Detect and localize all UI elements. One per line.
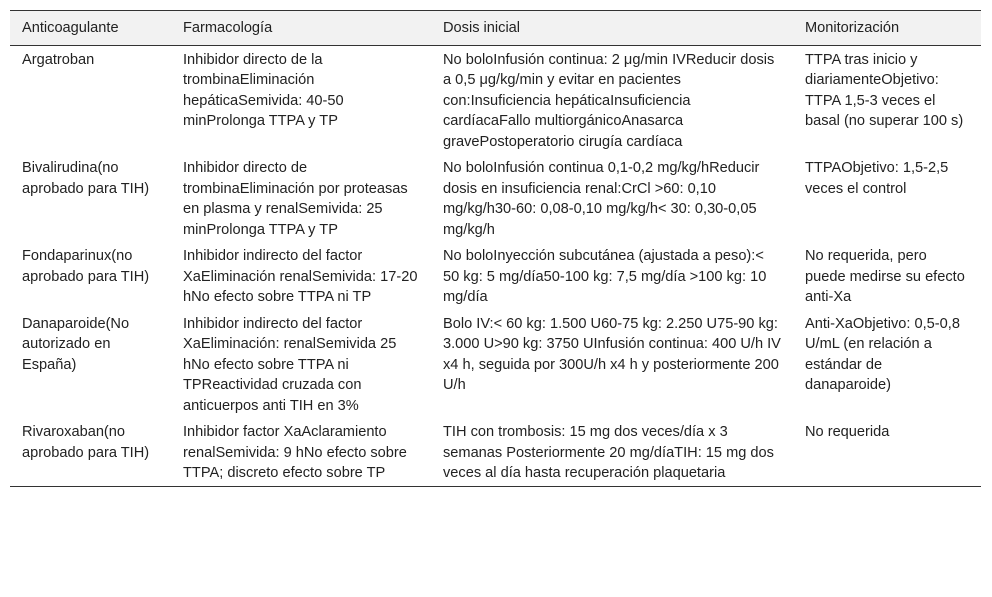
cell-dose: Bolo IV:< 60 kg: 1.500 U60-75 kg: 2.250 U75-90 kg: 3.000 U>90 kg: 3750 UInfusión continua: 400 U/h IV x4 h, seguida por 300U/h x4 h y posteriormente 200 U/h	[443, 315, 781, 393]
cell-monitoring: Anti-XaObjetivo: 0,5-0,8 U/mL (en relación a estándar de danaparoide)	[805, 315, 960, 393]
header-farmacologia: Farmacología	[183, 20, 273, 36]
table-row	[10, 154, 981, 242]
anticoagulant-table-container	[10, 10, 981, 487]
table-row	[10, 418, 981, 486]
cell-monitoring: TTPAObjetivo: 1,5-2,5 veces el control	[805, 160, 949, 197]
header-dosis-inicial: Dosis inicial	[443, 20, 521, 36]
cell-pharmacology: Inhibidor indirecto del factor XaEliminación: renalSemivida 25 hNo efecto sobre TTPA ni TPReactividad cruzada con anticuerpos anti TIH en 3%	[183, 315, 397, 414]
cell-dose: No boloInfusión continua 0,1-0,2 mg/kg/hReducir dosis en insuficiencia renal:CrCl >60: 0,10 mg/kg/h30-60: 0,08-0,10 mg/kg/h< 30: 0,30-0,05 mg/kg/h	[443, 160, 760, 238]
header-monitorizacion: Monitorización	[805, 20, 900, 36]
cell-pharmacology: Inhibidor directo de trombinaEliminación por proteasas en plasma y renalSemivida: 25 minProlonga TTPA y TP	[183, 160, 408, 238]
cell-drug: Fondaparinux(no aprobado para TIH)	[22, 248, 150, 285]
table-row	[10, 310, 981, 419]
cell-monitoring: No requerida	[805, 424, 890, 440]
anticoagulant-table	[10, 10, 981, 487]
table-row	[10, 45, 981, 154]
cell-monitoring: No requerida, pero puede medirse su efecto anti-Xa	[805, 248, 965, 305]
cell-drug: Rivaroxaban(no aprobado para TIH)	[22, 424, 150, 461]
table-row	[10, 242, 981, 310]
cell-dose: No boloInfusión continua: 2 μg/min IVReducir dosis a 0,5 μg/kg/min y evitar en pacientes con:Insuficiencia hepáticaInsuficiencia cardíacaFallo multiorgánicoAnasarca gravePostoperatorio cirugía cardíaca	[443, 51, 775, 150]
table-header-row	[10, 11, 981, 46]
cell-drug: Bivalirudina(no aprobado para TIH)	[22, 160, 150, 197]
cell-pharmacology: Inhibidor indirecto del factor XaEliminación renalSemivida: 17-20 hNo efecto sobre TTPA ni TP	[183, 248, 418, 305]
cell-pharmacology: Inhibidor factor XaAclaramiento renalSemivida: 9 hNo efecto sobre TTPA; discreto efecto sobre TP	[183, 424, 407, 481]
header-anticoagulante: Anticoagulante	[22, 20, 119, 36]
cell-monitoring: TTPA tras inicio y diariamenteObjetivo: TTPA 1,5-3 veces el basal (no superar 100 s)	[805, 51, 964, 129]
cell-dose: TIH con trombosis: 15 mg dos veces/día x 3 semanas Posteriormente 20 mg/díaTIH: 15 mg dos veces al día hasta recuperación plaquetaria	[443, 424, 774, 481]
cell-pharmacology: Inhibidor directo de la trombinaEliminación hepáticaSemivida: 40-50 minProlonga TTPA y TP	[183, 51, 344, 129]
cell-drug: Argatroban	[22, 51, 95, 68]
cell-dose: No boloInyección subcutánea (ajustada a peso):< 50 kg: 5 mg/día50-100 kg: 7,5 mg/día >100 kg: 10 mg/día	[443, 248, 767, 305]
cell-drug: Danaparoide(No autorizado en España)	[22, 315, 130, 373]
